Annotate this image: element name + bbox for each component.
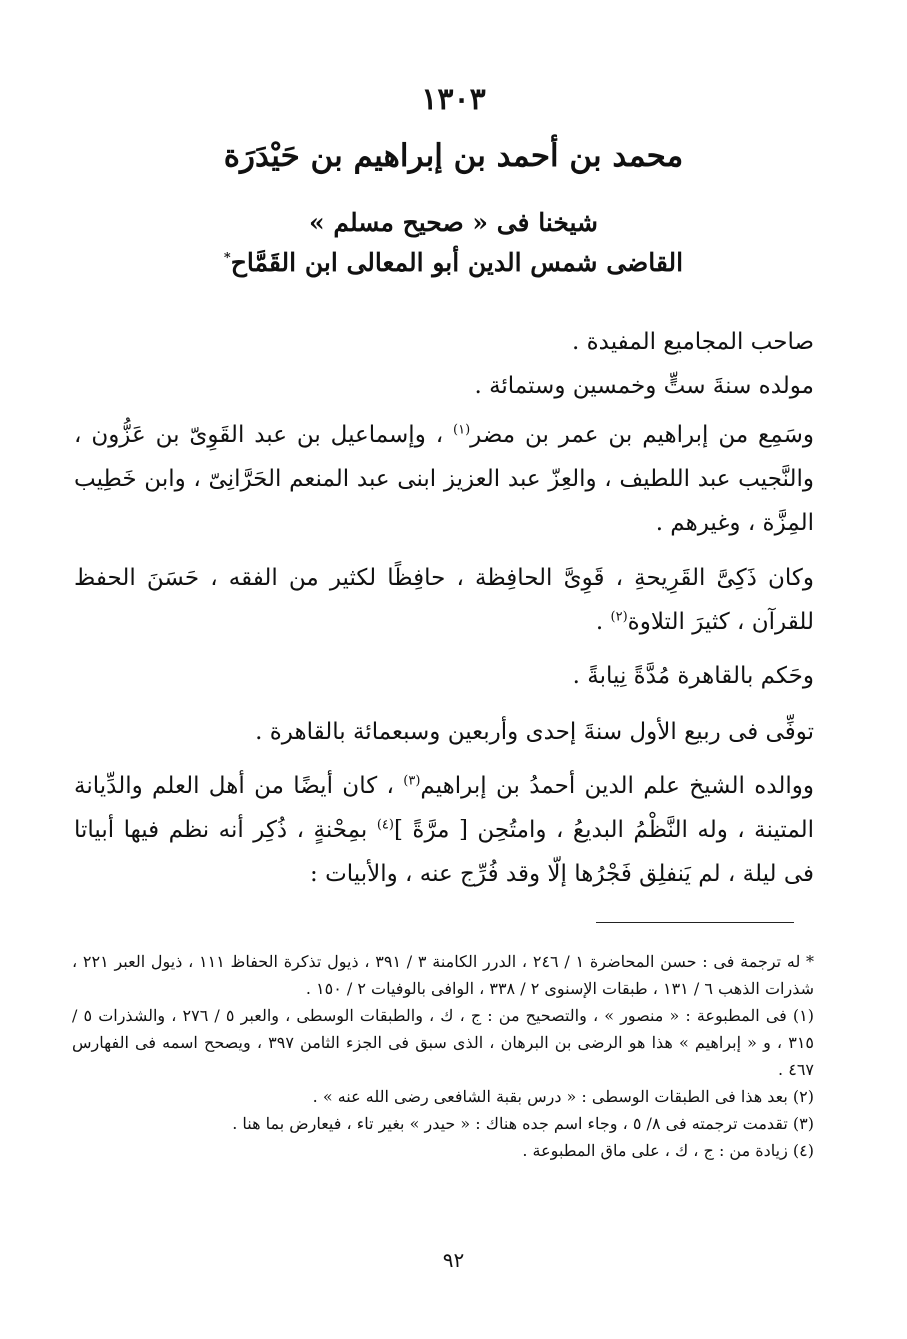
paragraph-7-text-b: ، كان أيضًا من أهل العلم والدِّيانة المتينة ، وله النَّظْمُ البديعُ ، وامتُحِن [ مرَّةً ]: [74, 773, 815, 843]
footnote-2: (٢) بعد هذا فى الطبقات الوسطى : « درس بقبة الشافعى رضى الله عنه » .: [312, 1087, 814, 1106]
footnotes: [72, 948, 814, 1164]
paragraph-6: توفِّى فى ربيع الأول سنةَ إحدى وأربعين وسبعمائة بالقاهرة .: [255, 719, 814, 745]
page-number: ٩٢: [442, 1248, 465, 1272]
footnote-ref-1: (١): [453, 422, 471, 438]
footnote-ref-4: (٤): [376, 817, 394, 833]
paragraph-7-text-c: بمِحْنةٍ ، ذُكِر أنه نظم فيها أبياتا فى ليلة ، لم يَنفلِق فَجْرُها إلّا وقد فُرِّج عنه ، والأبيات :: [74, 817, 814, 887]
subtitle-star-marker: *: [223, 250, 231, 266]
footnote-1: (١) فى المطبوعة : « منصور » ، والتصحيح من : ج ، ك ، والطبقات الوسطى ، والعبر ٥ / ٢٧٦ ، والشذرات ٥ / ٣١٥ ، و « إبراهيم » هذا هو الرضى بن البرهان ، الذى سبق فى الجزء الثامن ٣٩٧ ، ويصحح اسمه فى الفهارس ٤٦٧ .: [72, 1006, 815, 1079]
paragraph-4: [74, 556, 814, 644]
paragraph-4-text-a: وكان ذَكِىَّ القَرِيحةِ ، قَوِىَّ الحافِظة ، حافِظًا لكثير من الفقه ، حَسَنَ الحفظ للقرآن ، كثيرَ التلاوة: [74, 565, 814, 635]
footnote-ref-2: (٢): [610, 609, 628, 625]
paragraph-2: مولده سنةَ ستٍّ وخمسين وستمائة .: [474, 373, 814, 399]
entry-number: ١٣٠٣: [421, 82, 486, 117]
footnote-star: * له ترجمة فى : حسن المحاضرة ١ / ٢٤٦ ، الدرر الكامنة ٣ / ٣٩١ ، ذيول تذكرة الحفاظ ١١١ ، ذيول العبر ٢٢١ ، شذرات الذهب ٦ / ١٣١ ، طبقات الإسنوى ٢ / ٣٣٨ ، الوافى بالوفيات ٢ / ١٥٠ .: [72, 952, 815, 998]
paragraph-1: صاحب المجاميع المفيدة .: [571, 329, 814, 355]
paragraph-3: [74, 413, 814, 545]
paragraph-4-text-b: .: [595, 609, 604, 635]
subtitle-line-2-text: القاضى شمس الدين أبو المعالى ابن القَمَّاح: [230, 248, 684, 277]
footnote-3: (٣) تقدمت ترجمته فى ٨/ ٥ ، وجاء اسم جده هناك : « حيدر » بغير تاء ، فيعارض بما هنا .: [232, 1114, 814, 1133]
footnote-separator: [596, 922, 794, 923]
paragraph-3-text-b: ، وإسماعيل بن عبد القَوِىّ بن عَزُّون ، والنَّجيب عبد اللطيف ، والعِزّ عبد العزيز ابنى عبد المنعم الحَرَّانِىّ ، وابن خَطِيب المِزَّة ، وغيرهم .: [74, 422, 814, 536]
paragraph-7: [74, 764, 814, 896]
footnote-ref-3: (٣): [403, 773, 421, 789]
subtitle-line-1: شيخنا فى « صحيح مسلم »: [308, 208, 598, 237]
paragraph-3-text-a: وسَمِع من إبراهيم بن عمر بن مضر: [470, 422, 814, 448]
entry-title: محمد بن أحمد بن إبراهيم بن حَيْدَرَة: [223, 138, 684, 174]
paragraph-7-text-a: ووالده الشيخ علم الدين أحمدُ بن إبراهيم: [420, 773, 815, 799]
subtitle-line-2: [0, 248, 907, 277]
paragraph-5: وحَكم بالقاهرة مُدَّةً نِيابةً .: [572, 663, 814, 689]
footnote-4: (٤) زيادة من : ج ، ك ، على ماق المطبوعة .: [522, 1141, 814, 1160]
